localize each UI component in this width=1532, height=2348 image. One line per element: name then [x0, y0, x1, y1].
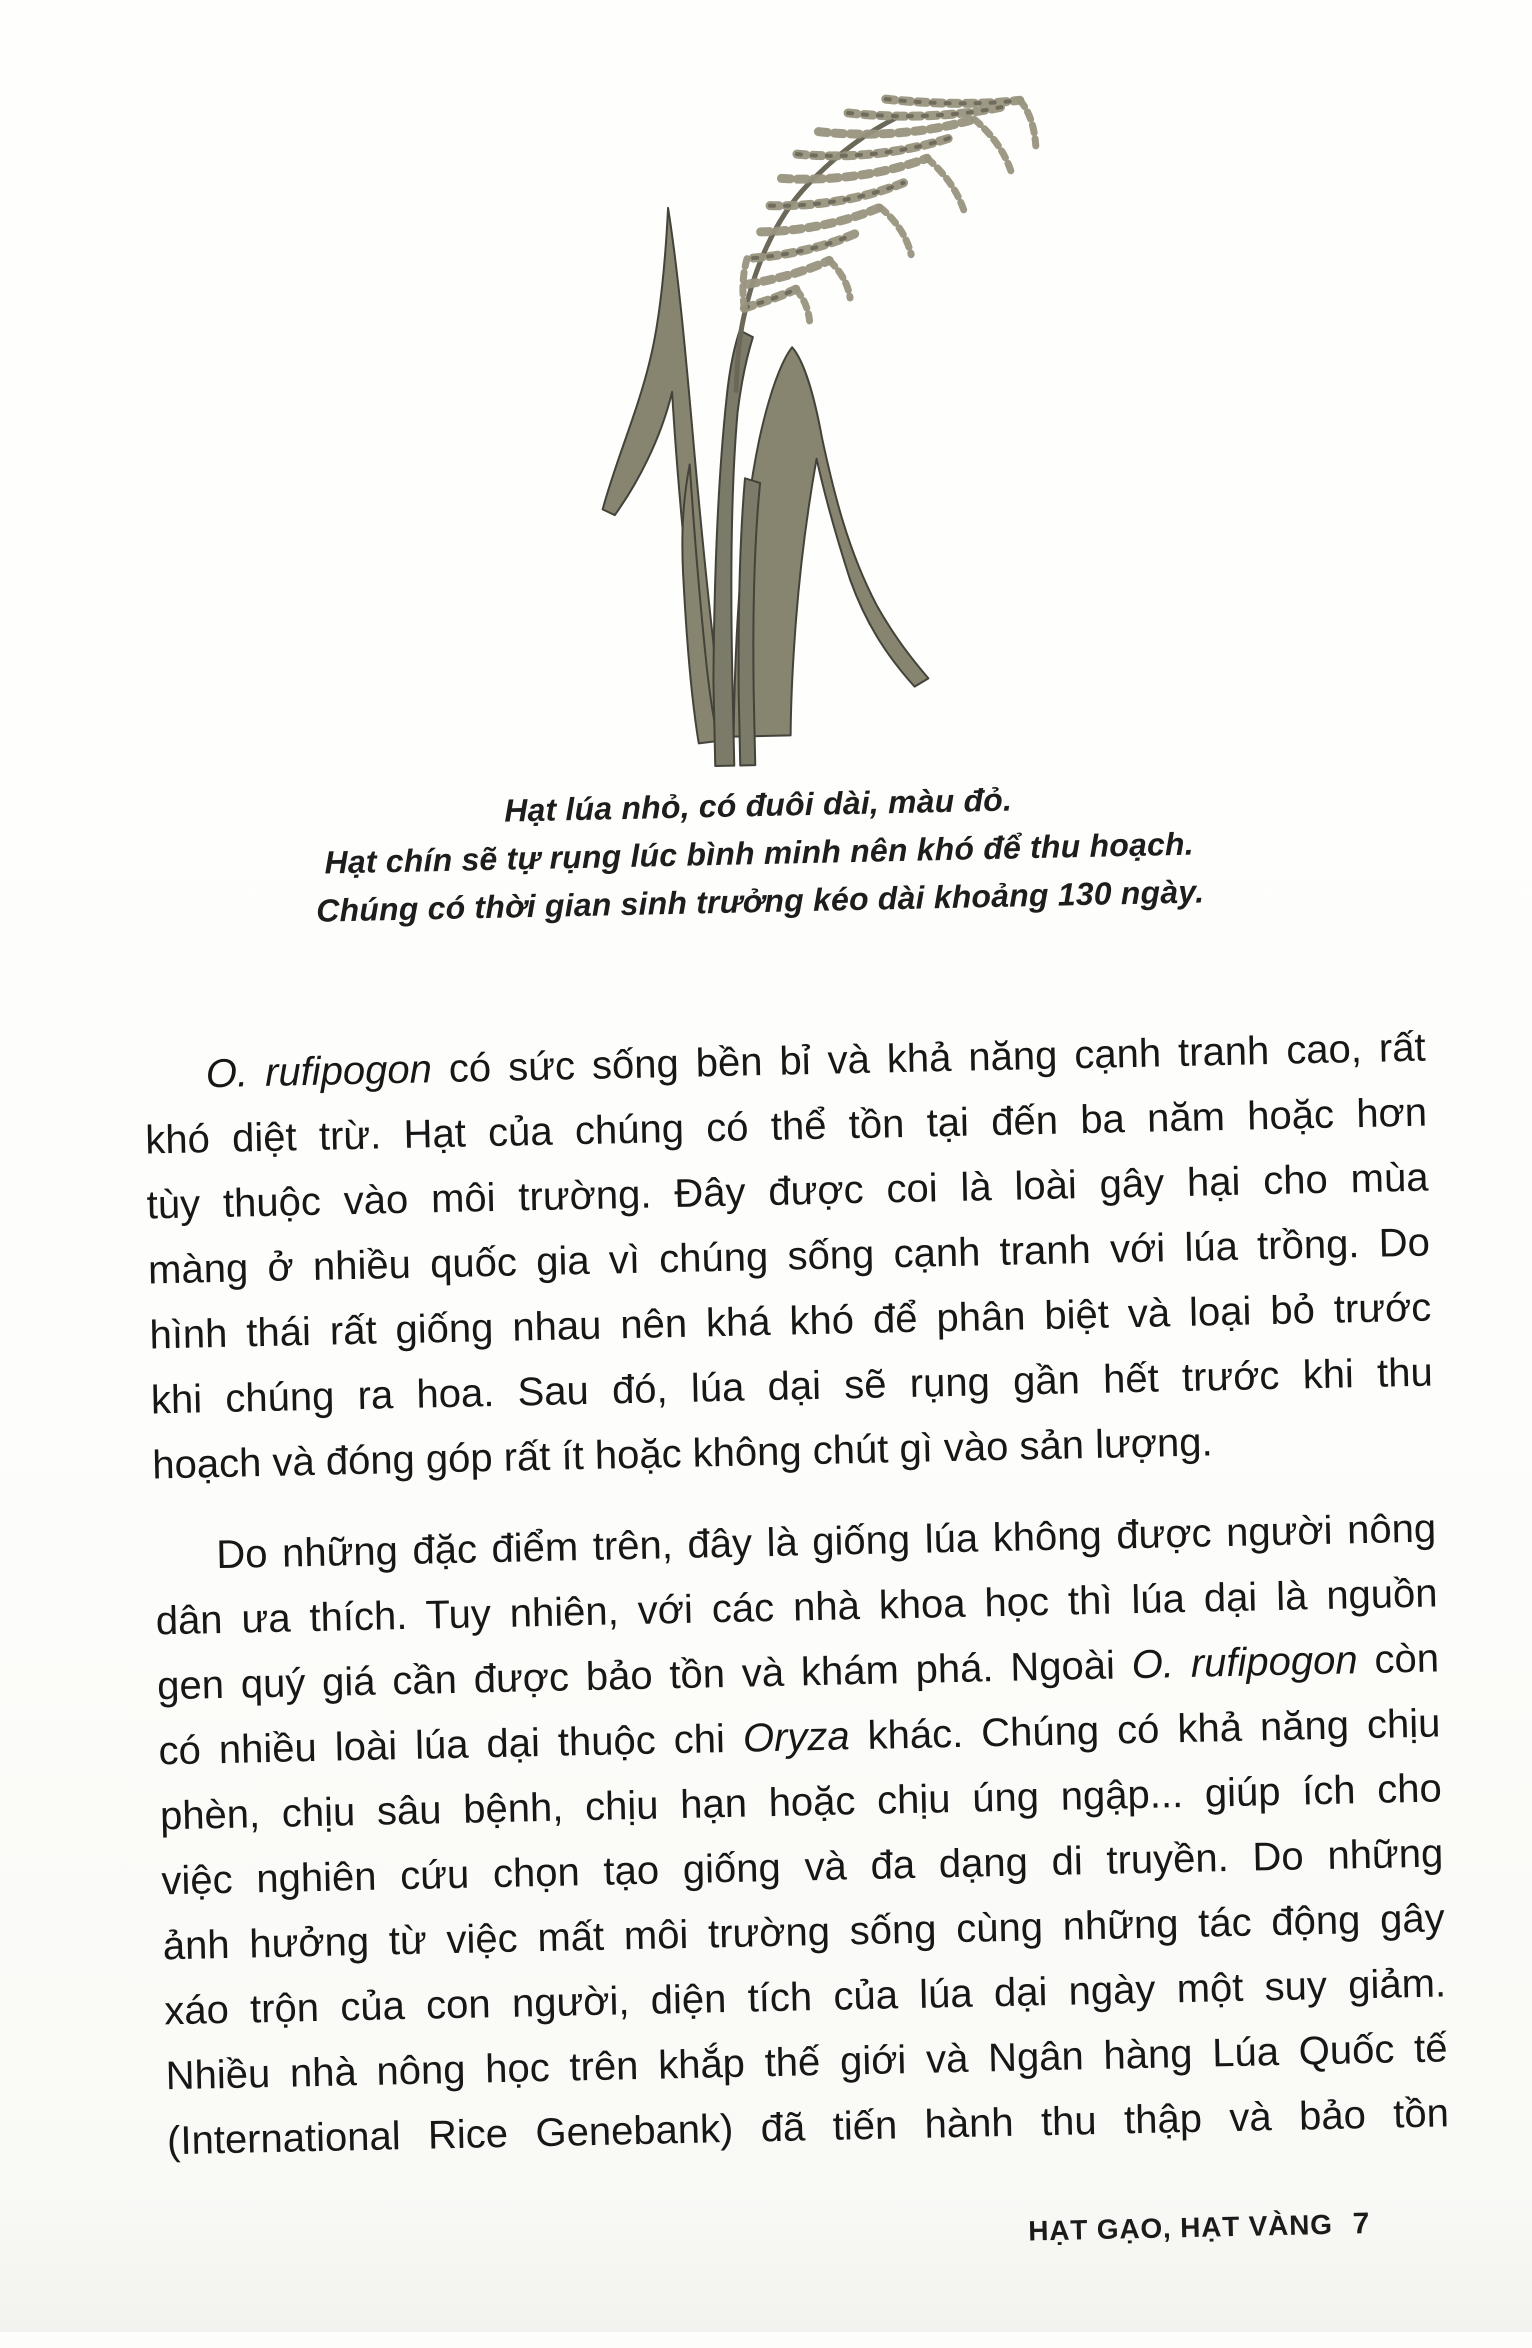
text-line: Do những đặc điểm trên, đây là giống lúa không được người nông — [215, 1506, 1437, 1578]
text-line: hình thái rất giống nhau nên khá khó để phân biệt và loại bỏ trước — [149, 1285, 1432, 1358]
text-line: (International Rice Genebank) đã tiến hành thu thập và bảo tồn — [166, 2091, 1450, 2164]
text-line: có nhiều loài lúa dại thuộc chi Oryza khác. Chúng có khả năng chịu — [158, 1701, 1441, 1774]
paragraph — [143, 1016, 1435, 1499]
text-line: tùy thuộc vào môi trường. Đây được coi là loài gây hại cho mùa — [146, 1155, 1429, 1228]
page-number: 7 — [1352, 2207, 1371, 2241]
text-line: việc nghiên cứu chọn tạo giống và đa dạng di truyền. Do những — [160, 1831, 1444, 1904]
text-line: Nhiều nhà nông học trên khắp thế giới và Ngân hàng Lúa Quốc tế — [165, 2026, 1448, 2099]
text-line: gen quý giá cần được bảo tồn và khám phá. Ngoài O. rufipogon còn — [156, 1636, 1440, 1709]
text-line: khó diệt trừ. Hạt của chúng có thể tồn tại đến ba năm hoặc hơn — [144, 1090, 1428, 1163]
caption-line-3: Chúng có thời gian sinh trưởng kéo dài khoảng 130 ngày. — [315, 873, 1205, 929]
text-line: ảnh hưởng từ việc mất môi trường sống cùng những tác động gây — [162, 1896, 1446, 1969]
illustration-caption — [0, 764, 1527, 941]
caption-line-2: Hạt chín sẽ tự rụng lúc bình minh nên khó để thu hoạch. — [324, 825, 1195, 881]
panicle — [730, 96, 1041, 391]
text-line: khi chúng ra hoa. Sau đó, lúa dại sẽ rụng gần hết trước khi thu — [150, 1350, 1434, 1423]
body-text — [143, 1016, 1449, 2175]
text-line: O. rufipogon có sức sống bền bỉ và khả năng cạnh tranh cao, rất — [205, 1025, 1427, 1097]
page-footer — [1028, 2207, 1371, 2248]
text-line: hoạch và đóng góp rất ít hoặc không chút gì vào sản lượng. — [151, 1420, 1214, 1488]
text-line: phèn, chịu sâu bệnh, chịu hạn hoặc chịu úng ngập... giúp ích cho — [159, 1766, 1443, 1839]
text-line: dân ưa thích. Tuy nhiên, với các nhà khoa học thì lúa dại là nguồn — [155, 1571, 1438, 1644]
running-title: HẠT GẠO, HẠT VÀNG — [1027, 2208, 1334, 2247]
text-line: xáo trộn của con người, diện tích của lúa dại ngày một suy giảm. — [163, 1961, 1447, 2034]
caption-line-1: Hạt lúa nhỏ, có đuôi dài, màu đỏ. — [503, 781, 1013, 829]
paragraph — [154, 1496, 1450, 2174]
text-line: màng ở nhiều quốc gia vì chúng sống cạnh tranh với lúa trồng. Do — [147, 1220, 1431, 1293]
rice-plant-illustration — [533, 52, 1129, 806]
plant-leaves — [596, 202, 930, 768]
